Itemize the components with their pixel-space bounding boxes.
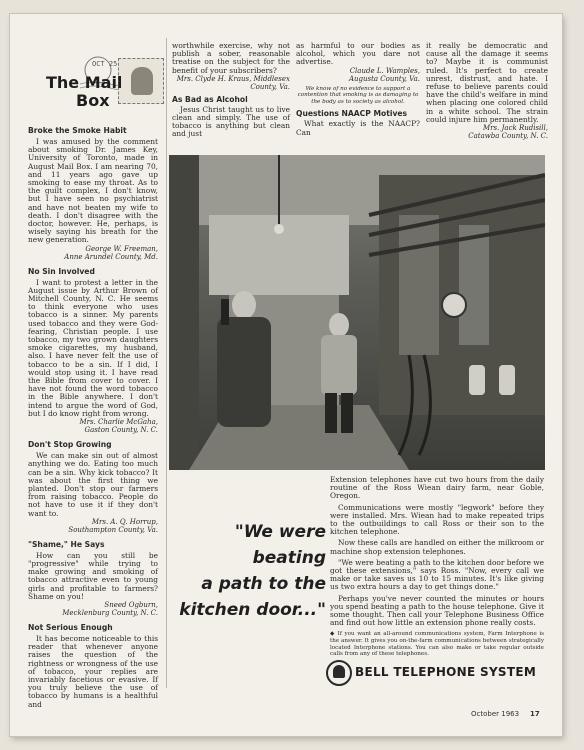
masthead-title-line1: The Mail xyxy=(46,73,123,92)
letter-body: worthwhile exercise, why not publish a sober, reasonable treatise on the subject for the benefit of your subscribers? xyxy=(172,41,290,75)
ad-paragraph: Now these calls are handled on either the milkroom or machine shop extension telephones. xyxy=(330,538,544,556)
letter-signature-name: George W. Freeman, xyxy=(85,244,158,253)
letter-signature-place: Catawba County, N. C. xyxy=(468,132,548,141)
letter-heading: No Sin Involved xyxy=(28,266,95,276)
letter-signature-place: Southampton County, Va. xyxy=(68,525,158,534)
letter-signature-name: Mrs. Jack Rudisill, xyxy=(483,124,548,133)
stamp-icon xyxy=(118,58,164,104)
letter-body: I want to protest a letter in the August issue by Arthur Brown of Mitchell County, N. C. He seems to think everyone who uses tobacco is a sinner. My parents used tobacco and they were God-fearing, Christian people. I use tobacco, my two grown daughters smoke cigarettes, my husband, also. I have never felt the use of tobacco to be a sin. If I did, I would stop using it. I have read the Bible from cover to cover. I have not found the word tobacco in the Bible anywhere. I don't intend to argue the word of God, but I do know right from wrong. xyxy=(28,277,158,418)
letter-body: What exactly is the NAACP? Can xyxy=(296,119,420,137)
ad-headline xyxy=(178,519,326,623)
magazine-page xyxy=(10,14,562,736)
postmark-text: OCT 25 xyxy=(92,60,118,68)
letter-heading: "Shame," He Says xyxy=(28,539,105,549)
ad-paragraph: Perhaps you've never counted the minutes or hours you spend beating a path to the house telephone. Give it some thought. Then call your Telephone Business Office and find out how little an extension phone really costs. xyxy=(330,593,544,628)
letters-column-4 xyxy=(426,42,548,140)
barn-telephone-photo xyxy=(169,155,545,470)
ad-paragraph: Communications were mostly "legwork" before they were installed. Mrs. Wiean had to make repeated trips to the outbuildings to call Ross or their son to the kitchen telephone. xyxy=(330,502,544,537)
editor-note: We know of no evidence to support a contention that smoking is as damaging to the body as to society as alcohol. xyxy=(297,85,419,105)
mail-box-masthead xyxy=(40,60,160,124)
letter-heading: Not Serious Enough xyxy=(28,622,113,632)
letter-body: It has become noticeable to this reader that whenever anyone raises the question of the rightness or wrongness of the use of tobacco, your replies are invariably facetious or evasive. If you truly believe the use of tobacco by humans is a healthful and xyxy=(28,633,158,709)
letter-signature-name: Sneed Ogburn, xyxy=(104,600,158,609)
letter-body: How can you still be "progressive" while trying to make growing and smoking of tobacco attractive even to young girls and profitable to farmers? Shame on you! xyxy=(28,550,158,601)
page-number: 17 xyxy=(530,710,540,718)
letter-heading: Broke the Smoke Habit xyxy=(28,126,127,135)
ad-headline-line: "We were beating xyxy=(234,522,326,568)
letter-heading: Don't Stop Growing xyxy=(28,440,112,450)
letter-body: it really be democratic and cause all the damage it seems to? Maybe it is communist ruled. It's perfect to create unrest, distrust, and hate. I refuse to believe parents could have the child's welfare in mind when placing one colored child in a white school. The strain could injure him permanently. xyxy=(426,41,548,124)
letter-body: Jesus Christ taught us to live clean and simply. The use of tobacco is anything but clean and just xyxy=(172,104,290,139)
ad-copy xyxy=(330,476,544,658)
letter-body: We can make sin out of almost anything we do. Eating too much can be a sin. Why kick tobacco? It was about the first thing we planted. Don't stop our farmers from raising tobacco. People do not have to use it if they don't want to. xyxy=(28,451,158,518)
letters-column-1 xyxy=(28,126,158,709)
column-divider xyxy=(166,38,167,688)
letter-signature-place: Augusta County, Va. xyxy=(348,74,420,83)
letter-signature-name: Mrs. A. Q. Horrup, xyxy=(91,517,158,526)
letter-signature-place: Anne Arundel County, Md. xyxy=(64,252,158,261)
letter-body: as harmful to our bodies as alcohol, which you dare not advertise. xyxy=(296,41,420,67)
letter-signature-place: Mecklenburg County, N. C. xyxy=(62,608,158,617)
brand-name: BELL TELEPHONE SYSTEM xyxy=(355,665,537,679)
ad-headline-line: kitchen door..." xyxy=(179,600,326,620)
letter-heading: As Bad as Alcohol xyxy=(172,94,248,104)
issue-date: October 1963 xyxy=(471,710,520,718)
letter-signature: Mrs. Clyde H. Kraus, Middlesex County, Va. xyxy=(176,74,290,91)
ad-footnote: ◆ If you want an all-around communications system, Farm Interphone is the answer. It gives you on-the-farm communications between strategically located Interphone stations. You can also make or take regular outside calls from any of these telephones. xyxy=(330,631,544,658)
letters-column-2 xyxy=(172,42,290,139)
letter-signature-name: Claude L. Wamples, xyxy=(349,66,420,75)
letter-signature-name: Mrs. Charlie McGaha, xyxy=(79,418,158,427)
letters-column-3 xyxy=(296,42,420,137)
bell-icon xyxy=(326,660,352,686)
masthead-title-line2: Box xyxy=(76,91,110,110)
ad-paragraph: Extension telephones have cut two hours from the daily routine of the Ross Wiean dairy farm, near Goble, Oregon. xyxy=(330,475,544,501)
letter-signature-place: Gaston County, N. C. xyxy=(84,426,158,435)
letter-heading: Questions NAACP Motives xyxy=(296,109,408,119)
letter-body: I was amused by the comment about smoking Dr. James Key, University of Toronto, made in August Mail Box. I am nearing 70, and 11 years ago gave up smoking to ease my throat. As to the guilt complex, I don't know, but I have seen no psychiatrist and have not beaten my wife to death. I don't disagree with the doctor, however. He, perhaps, is wisely saying his breath for the new generation. xyxy=(28,137,158,245)
ad-paragraph: "We were beating a path to the kitchen door before we got these extensions," says Ross. "Now, every call we make or take saves us 10 to 15 minutes. It's like giving us two extra hours a day to get things done." xyxy=(330,557,544,592)
ad-headline-line: a path to the xyxy=(201,574,326,594)
